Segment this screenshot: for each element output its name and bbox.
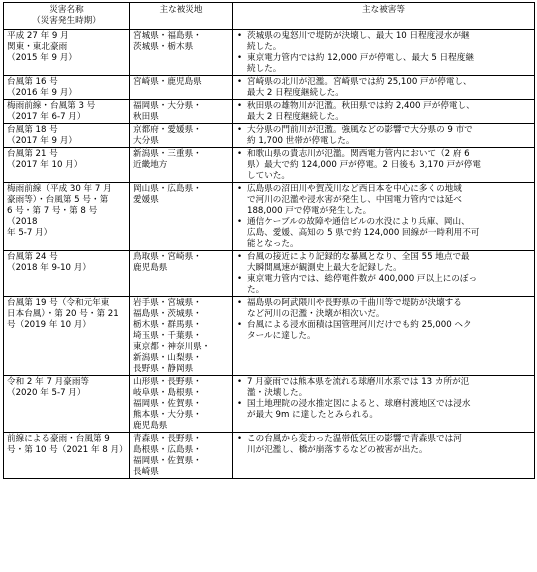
damage-list: [236, 298, 531, 342]
disaster-name-line: 年 5-7 月）: [7, 228, 53, 238]
bullet-icon: •: [237, 274, 243, 284]
damage-text-line: 国土地理院の浸水推定図によると、球磨村渡地区では浸水: [247, 399, 471, 409]
disaster-name-cell: [4, 148, 130, 183]
damage-text-line: 最大 2 日程度継続した。: [247, 112, 344, 122]
table-row: [4, 183, 535, 251]
damage-list: [236, 149, 531, 182]
bullet-icon: •: [237, 184, 243, 194]
header-main-damage: [233, 3, 535, 30]
disaster-name-line: 台風第 21 号: [7, 149, 58, 159]
damage-cell: [233, 183, 535, 251]
damage-cell: [233, 251, 535, 297]
damage-cell: [233, 297, 535, 376]
damage-text-line: 続した。: [247, 64, 282, 74]
damage-item: [236, 31, 531, 53]
damage-list: [236, 377, 531, 421]
bullet-icon: •: [237, 252, 243, 262]
damage-cell: [233, 148, 535, 183]
bullet-icon: •: [237, 217, 243, 227]
disaster-name-line: （2015 年 9 月）: [7, 53, 77, 63]
table-row: [4, 148, 535, 183]
damage-text-line: 宮崎県の北川が氾濫。宮崎県では約 25,100 戸が停電し、: [247, 77, 472, 87]
disaster-name-cell: [4, 433, 130, 479]
disaster-name-cell: [4, 183, 130, 251]
bullet-icon: •: [237, 31, 243, 41]
affected-area-cell: [130, 148, 233, 183]
disaster-name-line: 号（2019 年 10 月）: [7, 320, 91, 330]
disaster-name-cell: [4, 297, 130, 376]
damage-text-line: 県）最大で約 124,000 戸が停電。2 日後も 3,170 戸が停電: [247, 160, 481, 170]
affected-area-cell: [130, 251, 233, 297]
damage-list: [236, 434, 531, 456]
damage-text-line: 広島、愛媛、高知の 5 県で約 124,000 回線が一時利用不可: [247, 228, 480, 238]
table-row: [4, 30, 535, 76]
damage-text-line: していた。: [247, 171, 290, 181]
damage-text-line: この台風から変わった温帯低気圧の影響で青森県では河: [247, 434, 462, 444]
affected-area-line: 愛媛県: [133, 195, 159, 205]
damage-item: [236, 101, 531, 123]
damage-item: [236, 217, 531, 250]
affected-area-cell: [130, 376, 233, 433]
damage-text-line: 広島県の沼田川や賀茂川など西日本を中心に多くの地域: [247, 184, 462, 194]
damage-text-line: が最大 9m に達したとみられる。: [247, 410, 379, 420]
affected-area-line: 埼玉県・千葉県・: [133, 331, 202, 341]
damage-item: [236, 377, 531, 399]
disaster-name-line: （2016 年 9 月）: [7, 88, 77, 98]
damage-item: [236, 53, 531, 75]
disaster-name-cell: [4, 124, 130, 148]
header-text-line: 主な被害等: [362, 5, 405, 15]
affected-area-line: 島根県・広島県・: [133, 445, 202, 455]
disaster-name-line: 梅雨前線（平成 30 年 7 月: [7, 184, 112, 194]
bullet-icon: •: [237, 298, 243, 308]
damage-text-line: 台風の接近により記録的な暴風となり、全国 55 地点で最: [247, 252, 470, 262]
affected-area-line: 鳥取県・宮崎県・: [133, 252, 202, 262]
damage-text-line: 台風による浸水面積は国管理河川だけでも約 25,000 ヘク: [247, 320, 472, 330]
disaster-name-line: 台風第 19 号（令和元年東: [7, 298, 110, 308]
disaster-name-line: 令和 2 年 7 月豪雨等: [7, 377, 90, 387]
damage-text-line: 和歌山県の貴志川が氾濫。関西電力管内において（2 府 6: [247, 149, 470, 159]
affected-area-line: 福岡県・大分県・: [133, 101, 202, 111]
damage-item: [236, 434, 531, 456]
header-disaster-name: [4, 3, 130, 30]
disaster-name-cell: [4, 76, 130, 100]
bullet-icon: •: [237, 320, 243, 330]
affected-area-line: 宮城県・福島県・: [133, 31, 202, 41]
bullet-icon: •: [237, 377, 243, 387]
disaster-name-cell: [4, 376, 130, 433]
affected-area-line: 近畿地方: [133, 160, 168, 170]
damage-item: [236, 252, 531, 274]
affected-area-line: 福島県・茨城県・: [133, 309, 202, 319]
table-row: [4, 76, 535, 100]
affected-area-line: 京都府・愛媛県・: [133, 125, 202, 135]
disaster-name-cell: [4, 30, 130, 76]
affected-area-cell: [130, 183, 233, 251]
damage-text-line: 東京電力管内では、総停電件数が 400,000 戸以上にのぼっ: [247, 274, 478, 284]
disaster-name-line: 台風第 24 号: [7, 252, 58, 262]
damage-text-line: 川が氾濫し、橋が崩落するなどの被害が出た。: [247, 445, 428, 455]
damage-item: [236, 77, 531, 99]
damage-list: [236, 125, 531, 147]
affected-area-line: 秋田県: [133, 112, 159, 122]
bullet-icon: •: [237, 53, 243, 63]
damage-cell: [233, 124, 535, 148]
disaster-name-line: （2020 年 5-7 月）: [7, 388, 86, 398]
header-text-line: （災害発生時期）: [32, 16, 101, 26]
damage-text-line: 秋田県の雄物川が氾濫。秋田県では約 2,400 戸が停電し、: [247, 101, 475, 111]
affected-area-line: 福岡県・佐賀県・: [133, 456, 202, 466]
affected-area-line: 長崎県: [133, 467, 159, 477]
bullet-icon: •: [237, 77, 243, 87]
affected-area-cell: [130, 30, 233, 76]
damage-text-line: 7 月豪雨では熊本県を流れる球磨川水系では 13 カ所が氾: [247, 377, 470, 387]
disaster-name-line: 台風第 18 号: [7, 125, 58, 135]
damage-text-line: 最大 2 日程度継続した。: [247, 88, 344, 98]
damage-text-line: 大瞬間風速が観測史上最大を記録した。: [247, 263, 402, 273]
affected-area-line: 鹿児島県: [133, 421, 168, 431]
table-row: [4, 251, 535, 297]
affected-area-line: 福岡県・佐賀県・: [133, 399, 202, 409]
affected-area-line: 岡山県・広島県・: [133, 184, 202, 194]
bullet-icon: •: [237, 149, 243, 159]
damage-list: [236, 184, 531, 250]
disaster-name-line: 平成 27 年 9 月: [7, 31, 69, 41]
table-row: [4, 100, 535, 124]
damage-item: [236, 184, 531, 217]
disaster-name-line: （2017 年 6-7 月）: [7, 112, 86, 122]
damage-list: [236, 31, 531, 75]
damage-cell: [233, 433, 535, 479]
damage-text-line: 通信ケーブルの故障や通信ビルの水没により兵庫、岡山、: [247, 217, 470, 227]
disaster-name-line: 豪雨等）・台風第 5 号・第: [7, 195, 109, 205]
bullet-icon: •: [237, 399, 243, 409]
header-text-line: 災害名称: [49, 5, 84, 15]
affected-area-cell: [130, 100, 233, 124]
damage-cell: [233, 376, 535, 433]
damage-text-line: た。: [247, 285, 265, 295]
damage-text-line: 約 1,700 世帯が停電した。: [247, 136, 355, 146]
damage-item: [236, 149, 531, 182]
disaster-name-line: （2017 年 9 月）: [7, 136, 77, 146]
damage-text-line: 能となった。: [247, 239, 299, 249]
damage-text-line: 福島県の阿武隈川や長野県の千曲川等で堤防が決壊する: [247, 298, 462, 308]
damage-item: [236, 298, 531, 320]
affected-area-cell: [130, 76, 233, 100]
disaster-name-line: 台風第 16 号: [7, 77, 58, 87]
disaster-name-cell: [4, 100, 130, 124]
affected-area-cell: [130, 124, 233, 148]
damage-item: [236, 274, 531, 296]
damage-item: [236, 125, 531, 147]
damage-list: [236, 77, 531, 99]
affected-area-line: 栃木県・群馬県・: [133, 320, 202, 330]
header-affected-area: [130, 3, 233, 30]
disaster-name-line: （2017 年 10 月）: [7, 160, 83, 170]
disaster-table: [3, 2, 535, 479]
damage-text-line: タールに達した。: [247, 331, 316, 341]
table-body: [4, 30, 535, 479]
damage-cell: [233, 76, 535, 100]
affected-area-line: 熊本県・大分県・: [133, 410, 202, 420]
disaster-name-cell: [4, 251, 130, 297]
damage-cell: [233, 100, 535, 124]
affected-area-line: 鹿児島県: [133, 263, 168, 273]
disaster-name-line: 日本台風）・第 20 号・第 21: [7, 309, 119, 319]
damage-text-line: など河川の氾濫・決壊が相次いだ。: [247, 309, 385, 319]
affected-area-line: 青森県・長野県・: [133, 434, 202, 444]
affected-area-line: 大分県: [133, 136, 159, 146]
affected-area-line: 山形県・長野県・: [133, 377, 202, 387]
affected-area-line: 長野県・静岡県: [133, 364, 194, 374]
table-row: [4, 124, 535, 148]
damage-list: [236, 101, 531, 123]
damage-cell: [233, 30, 535, 76]
bullet-icon: •: [237, 125, 243, 135]
affected-area-line: 宮崎県・鹿児島県: [133, 77, 202, 87]
damage-item: [236, 399, 531, 421]
affected-area-line: 岩手県・宮城県・: [133, 298, 202, 308]
affected-area-cell: [130, 433, 233, 479]
table-row: [4, 376, 535, 433]
affected-area-cell: [130, 297, 233, 376]
damage-text-line: 188,000 戸で停電が発生した。: [247, 206, 372, 216]
affected-area-line: 岐阜県・島根県・: [133, 388, 202, 398]
damage-item: [236, 320, 531, 342]
disaster-name-line: 号・第 10 号（2021 年 8 月）: [7, 445, 128, 455]
table-row: [4, 433, 535, 479]
bullet-icon: •: [237, 101, 243, 111]
table-row: [4, 297, 535, 376]
disaster-name-line: （2018 年 9-10 月）: [7, 263, 91, 273]
damage-text-line: 続した。: [247, 42, 282, 52]
disaster-name-line: 前線による豪雨・台風第 9: [7, 434, 110, 444]
damage-text-line: で河川の氾濫や浸水害が発生し、中国電力管内では延べ: [247, 195, 462, 205]
affected-area-line: 茨城県・栃木県: [133, 42, 194, 52]
damage-text-line: 東京電力管内では約 12,000 戸が停電し、最大 5 日程度継: [247, 53, 474, 63]
affected-area-line: 新潟県・山梨県・: [133, 353, 202, 363]
damage-list: [236, 252, 531, 296]
damage-text-line: 濫・決壊した。: [247, 388, 308, 398]
disaster-name-line: 関東・東北豪雨: [7, 42, 68, 52]
table-header-row: [4, 3, 535, 30]
damage-text-line: 茨城県の鬼怒川で堤防が決壊し、最大 10 日程度浸水が継: [247, 31, 470, 41]
header-text-line: 主な被災地: [159, 5, 203, 15]
affected-area-line: 東京都・神奈川県・: [133, 342, 211, 352]
affected-area-line: 新潟県・三重県・: [133, 149, 202, 159]
disaster-name-line: 6 号・第 7 号・第 8 号（2018: [7, 206, 98, 227]
bullet-icon: •: [237, 434, 243, 444]
disaster-name-line: 梅雨前線・台風第 3 号: [7, 101, 96, 111]
damage-text-line: 大分県の門前川が氾濫。強風などの影響で大分県の 9 市で: [247, 125, 473, 135]
